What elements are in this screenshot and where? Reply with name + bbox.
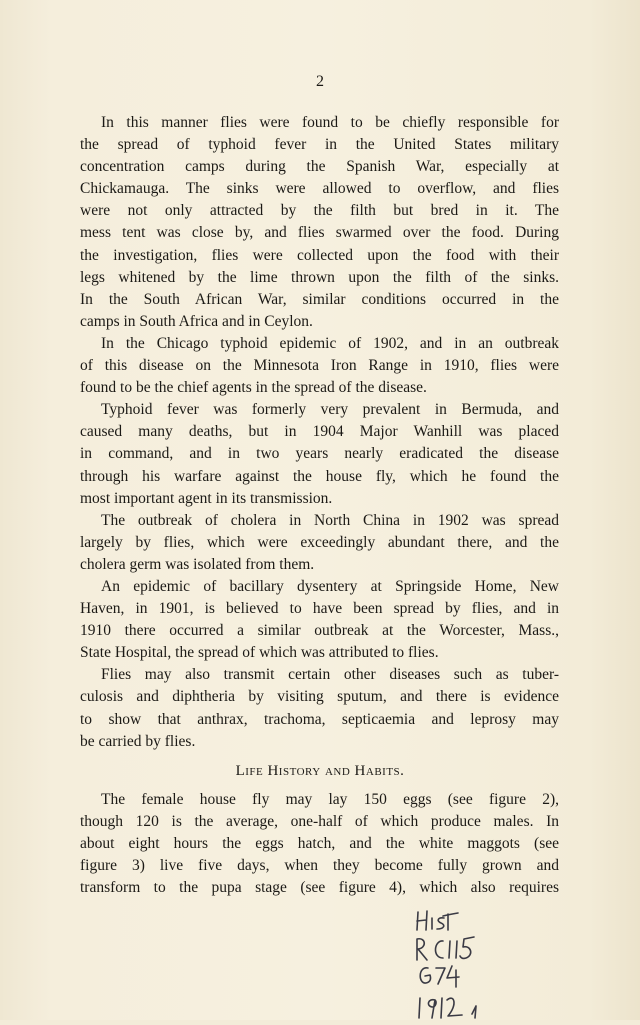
text-line: most important agent in its transmission. (80, 489, 333, 507)
text-line: Typhoid fever was formerly very prevalent in Bermuda, and (101, 401, 559, 419)
text-line: Chickamauga. The sinks were allowed to overflow, and flies (80, 180, 559, 198)
text-line: legs whitened by the lime thrown upon the filth of the sinks. (80, 268, 559, 286)
text-line: culosis and diphtheria by visiting sputum, and there is evidence (80, 688, 559, 706)
handwritten-call-number-drawing (414, 908, 534, 1020)
text-line: In this manner flies were found to be chiefly responsible for (101, 114, 559, 131)
text-line: camps in South Africa and in Ceylon. (80, 312, 313, 330)
text-line: An epidemic of bacillary dysentery at Springside Home, New (101, 577, 559, 595)
text-line: In the South African War, similar conditions occurred in the (80, 290, 559, 308)
text-line: found to be the chief agents in the spread of the disease. (80, 379, 427, 397)
text-line: mess tent was close by, and flies swarmed over the food. During (80, 224, 559, 242)
text-line: concentration camps during the Spanish War, especially at (80, 158, 559, 176)
text-line: the spread of typhoid fever in the United States military (80, 136, 559, 154)
text-line: through his warfare against the house fly, which he found the (80, 467, 559, 485)
handwritten-call-number (414, 908, 534, 1020)
section-text (80, 789, 559, 899)
text-line: Haven, in 1901, is believed to have been spread by flies, and in (80, 600, 559, 618)
text-line: caused many deaths, but in 1904 Major Wanhill was placed (80, 423, 559, 441)
text-line: 1910 there occurred a similar outbreak at the Worcester, Mass., (80, 622, 559, 640)
text-line: State Hospital, the spread of which was attributed to flies. (80, 644, 439, 662)
text-line: about eight hours the eggs hatch, and the white maggots (see (80, 835, 559, 853)
text-line: The outbreak of cholera in North China in 1902 was spread (101, 511, 559, 529)
page-number: 2 (316, 73, 324, 90)
body-text (80, 112, 559, 753)
text-line: figure 3) live five days, when they become fully grown and (80, 857, 559, 875)
text-line: transform to the pupa stage (see figure 4), which also requires (80, 879, 559, 897)
text-line: be carried by flies. (80, 732, 196, 750)
text-line: The female house fly may lay 150 eggs (see figure 2), (101, 791, 559, 808)
section-heading: Life History and Habits. (235, 763, 405, 779)
text-line: the investigation, flies were collected upon the food with their (80, 246, 559, 264)
text-line: to show that anthrax, trachoma, septicaemia and leprosy may (80, 710, 559, 728)
text-line: cholera germ was isolated from them. (80, 555, 315, 573)
text-line: in command, and in two years nearly eradicated the disease (80, 445, 559, 463)
text-line: were not only attracted by the filth but bred in it. The (80, 202, 559, 220)
text-line: largely by flies, which were exceedingly abundant there, and the (80, 533, 559, 551)
text-line: Flies may also transmit certain other diseases such as tuber- (101, 666, 559, 684)
text-line: though 120 is the average, one-half of which produce males. In (80, 813, 559, 831)
text-line: of this disease on the Minnesota Iron Range in 1910, flies were (80, 357, 559, 375)
text-line: In the Chicago typhoid epidemic of 1902, and in an outbreak (101, 334, 559, 352)
